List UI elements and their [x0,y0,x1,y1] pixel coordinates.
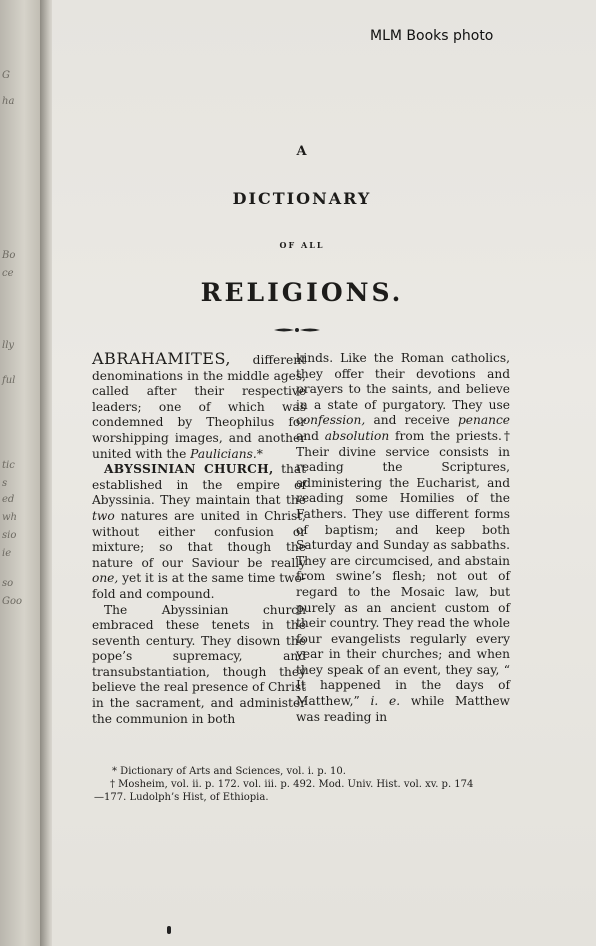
bleed-text: G [2,70,10,81]
entry-text: and receive [365,413,458,428]
bleed-text: so [2,578,14,589]
page-mark [167,926,171,934]
entry-italic: i. e. [370,694,401,709]
title-religions: RELIGIONS. [200,278,404,307]
entry-text: different denominations in the middle ages, called after their respective leaders; one of which was condemned by Theophilus for worshipping images, and another united with the [92,353,306,461]
bleed-text: wh [2,512,17,523]
footnote: † Mosheim, vol. ii. p. 172. vol. iii. p. 492. Mod. Univ. Hist. vol. xv. p. 174 [110,779,474,790]
entry-text: kinds. Like the Roman catholics, they offer their devotions and prayers to the saints, and believe in a state of purgatory. They use [296,351,510,412]
bleed-text: s [2,478,8,489]
ornament-divider [272,326,322,334]
bleed-text: ha [2,96,15,107]
title-of-all: OF ALL [279,240,325,250]
bleed-text: ed [2,494,15,505]
entry-abyssinian-church [92,462,306,602]
entry-text: Their divine service consists in reading the Scriptures, administering the Eucharist, and reading some Homilies of the Fathers. They use different forms of baptism; and keep both Saturday and Sunday as sabbaths. They are circumcised, and abstain from swine’s flesh; not out of regard to the Mosaic law, but purely as an ancient custom of their country. They read the whole four evangelists regularly every year in their churches; and when they speak of an event, they say, “ It happened in the days of Matthew,” [296,444,510,709]
right-column [296,351,510,725]
photo-watermark: MLM Books photo [370,28,494,44]
entry-heading: ABYSSINIAN CHURCH, [104,462,274,477]
footnote-mark: † [501,428,511,443]
entry-heading: ABRAHAMITES, [92,349,231,368]
bleed-text: lly [2,340,15,351]
entry-text: natures are united in Christ, without either confusion or mixture; so that though the nature of our Saviour be really [92,508,306,570]
title-article: A [296,144,308,159]
entry-italic: confession, [296,413,366,428]
footnotes [94,765,514,804]
footnote: —177. Ludolph’s Hist, of Ethiopia. [94,792,269,803]
entry-italic: two [92,508,115,523]
entry-text: and [296,428,325,443]
title-dictionary: DICTIONARY [232,189,372,208]
entry-text: from the priests. [389,428,502,443]
bleed-text: Goo [2,596,23,607]
bleed-text: tic [2,460,15,471]
entry-text: that established in the empire of Abyssinia. They maintain that the [92,462,306,508]
paragraph-continued [296,351,510,725]
entry-italic: penance [457,413,510,428]
entry-abrahamites [92,351,306,462]
bleed-text: sio [2,530,17,541]
paragraph: The Abyssinian church embraced these tenets in the seventh century. They disown the pope’s supremacy, and transubstantiation, though they believe the real presence of Christ in the sacrament, and administer the communion in both [92,602,306,726]
entry-italic: one, [92,571,119,586]
facing-page-edge [0,0,44,946]
entry-italic: absolution [324,428,390,443]
bleed-text: ce [2,268,14,279]
bleed-text: ie [2,548,12,559]
entry-text: yet it is at the same time two-fold and compound. [92,571,306,601]
footnote-mark: * [256,446,263,461]
left-column [92,351,306,727]
entry-text: while Matthew was reading in [296,694,510,724]
bleed-text: Bo [2,250,16,261]
book-page [52,0,596,946]
entry-italic: Paulicians. [190,446,257,461]
footnote: * Dictionary of Arts and Sciences, vol. i. p. 10. [112,766,346,777]
bleed-text: ful [2,375,16,386]
